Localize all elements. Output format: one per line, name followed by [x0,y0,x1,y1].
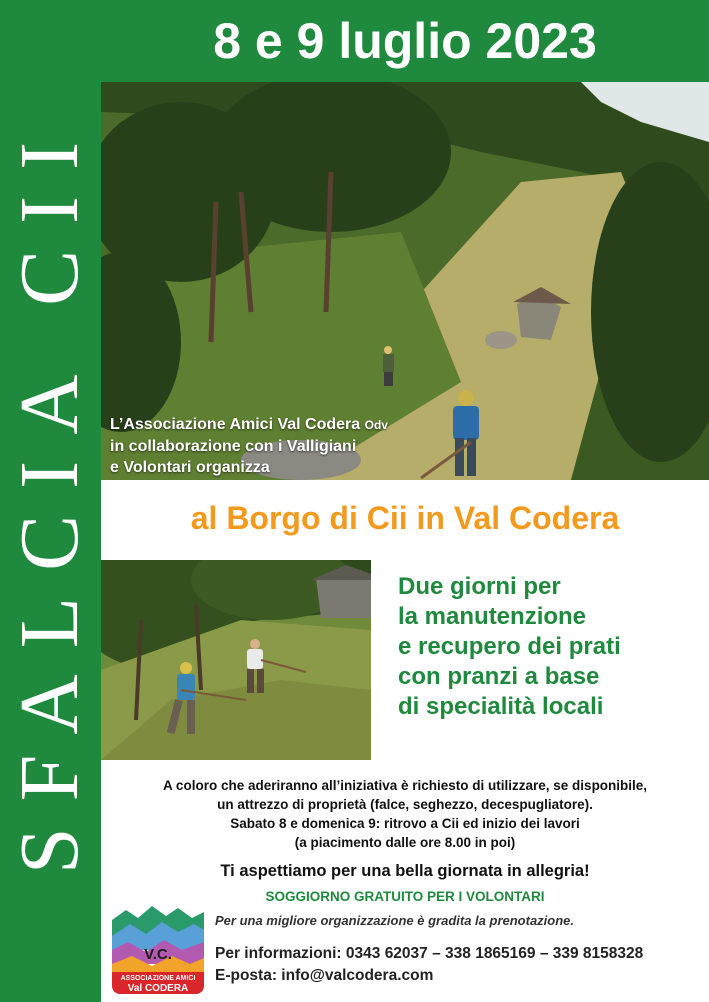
description-line: la manutenzione [398,603,587,630]
side-title: SFALCIA CII [3,115,96,875]
intro-line-3: e Volontari organizza [110,459,270,476]
contact-info [215,943,643,987]
organizer-intro [110,414,388,478]
logo-mark: V.C. [144,946,172,963]
phone-numbers: Per informazioni: 0343 62037 – 338 1865169 – 339 8158328 [215,945,644,962]
welcome-text: Ti aspettiamo per una bella giornata in allegria! [220,862,590,880]
location-heading: al Borgo di Cii in Val Codera [190,500,620,536]
reservation-note: Per una migliore organizzazione è gradita la prenotazione. [215,913,575,928]
description-line: Due giorni per [398,573,561,600]
work-photo [101,560,371,760]
intro-line-2: in collaborazione con i Valligiani [110,438,357,455]
free-stay-text: SOGGIORNO GRATUITO PER I VOLONTARI [265,889,545,904]
description-line: e recupero dei prati [398,633,621,660]
logo-line-2: Val CODERA [127,983,189,994]
description-line: di specialità locali [398,693,604,720]
association-logo [112,902,204,994]
details-block [101,776,709,852]
details-line: Sabato 8 e domenica 9: ritrovo a Cii ed inizio dei lavori [230,816,580,831]
email-address[interactable]: E-posta: info@valcodera.com [215,967,434,984]
event-description [398,572,621,722]
description-line: con pranzi a base [398,663,600,690]
event-date: 8 e 9 luglio 2023 [213,13,597,69]
details-line: un attrezzo di proprietà (falce, seghezzo, decespugliatore). [217,797,593,812]
details-line: (a piacimento dalle ore 8.00 in poi) [294,835,516,850]
intro-odv: Odv [364,418,388,432]
details-line: A coloro che aderiranno all’iniziativa è richiesto di utilizzare, se disponibile, [162,778,648,793]
logo-line-1: ASSOCIAZIONE AMICI [120,975,196,982]
intro-line-1: L’Associazione Amici Val Codera [110,416,365,433]
